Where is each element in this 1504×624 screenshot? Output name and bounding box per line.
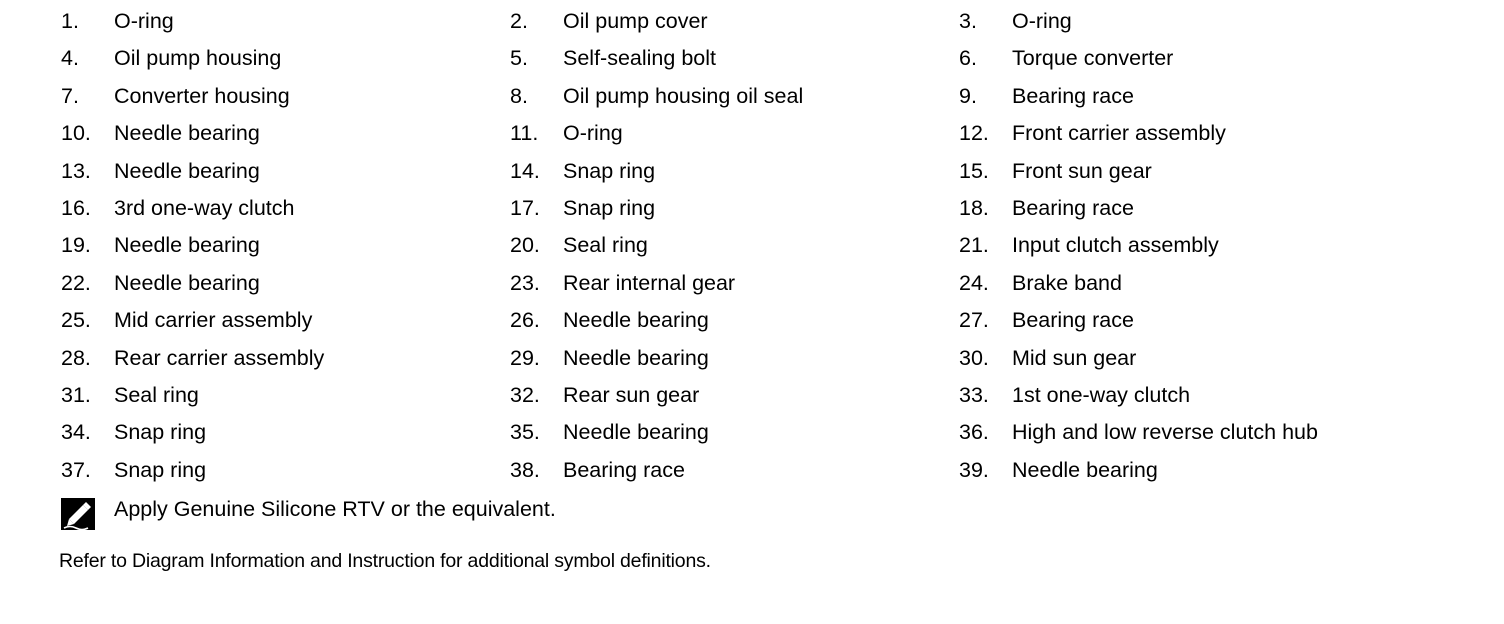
legend-row	[0, 417, 1504, 447]
item-label: Oil pump housing oil seal	[563, 83, 804, 108]
item-label: Needle bearing	[114, 270, 260, 295]
symbol-description: Apply Genuine Silicone RTV or the equivalent.	[114, 497, 556, 521]
legend-row	[0, 380, 1504, 410]
item-label: Snap ring	[563, 158, 656, 183]
item-number: 23.	[510, 270, 540, 295]
item-label: Needle bearing	[114, 233, 260, 258]
item-label: Front carrier assembly	[1012, 121, 1226, 146]
item-number: 12.	[959, 121, 989, 146]
sealant-applicator-icon	[61, 498, 95, 530]
item-label: Torque converter	[1012, 46, 1174, 71]
legend-row	[0, 268, 1504, 298]
legend-row	[0, 193, 1504, 223]
item-number: 29.	[510, 345, 540, 370]
item-number: 30.	[959, 345, 989, 370]
legend-row	[0, 455, 1504, 485]
item-label: Rear carrier assembly	[114, 345, 325, 370]
item-label: Self-sealing bolt	[563, 46, 716, 71]
item-label: Brake band	[1012, 270, 1122, 295]
item-label: Needle bearing	[563, 345, 709, 370]
item-label: O-ring	[114, 9, 174, 33]
legend-row	[0, 81, 1504, 111]
item-number: 1.	[61, 9, 79, 33]
item-number: 28.	[61, 345, 91, 370]
item-number: 11.	[510, 121, 539, 146]
item-number: 21.	[959, 233, 989, 258]
item-label: Seal ring	[114, 383, 199, 407]
item-label: Bearing race	[1012, 308, 1134, 333]
symbol-definition	[0, 494, 1504, 530]
legend-row	[0, 156, 1504, 186]
item-number: 20.	[510, 233, 540, 258]
item-number: 32.	[510, 383, 540, 407]
legend-row	[0, 6, 1504, 36]
item-number: 24.	[959, 270, 989, 295]
item-number: 25.	[61, 308, 91, 333]
item-label: Oil pump cover	[563, 9, 708, 33]
item-number: 15.	[959, 158, 989, 183]
item-number: 17.	[510, 196, 540, 220]
legend-row	[0, 343, 1504, 373]
item-label: Mid carrier assembly	[114, 308, 313, 333]
item-number: 39.	[959, 457, 989, 482]
item-number: 18.	[959, 196, 989, 220]
item-number: 35.	[510, 420, 540, 445]
legend-row	[0, 305, 1504, 335]
legend-row	[0, 230, 1504, 260]
footnote: Refer to Diagram Information and Instruction for additional symbol definitions.	[59, 550, 711, 572]
legend-row	[0, 118, 1504, 148]
item-label: 1st one-way clutch	[1012, 383, 1191, 407]
item-label: Needle bearing	[114, 121, 260, 146]
item-number: 5.	[510, 46, 528, 71]
item-label: Mid sun gear	[1012, 345, 1137, 370]
item-number: 37.	[61, 457, 91, 482]
item-label: Front sun gear	[1012, 158, 1152, 183]
item-number: 9.	[959, 83, 977, 108]
item-number: 33.	[959, 383, 989, 407]
item-number: 38.	[510, 457, 540, 482]
item-number: 10.	[61, 121, 91, 146]
item-label: Snap ring	[114, 457, 207, 482]
item-number: 6.	[959, 46, 977, 71]
item-number: 4.	[61, 46, 79, 71]
item-label: Needle bearing	[563, 308, 709, 333]
item-number: 27.	[959, 308, 989, 333]
item-number: 13.	[61, 158, 91, 183]
item-label: Needle bearing	[1012, 457, 1158, 482]
item-label: High and low reverse clutch hub	[1012, 420, 1318, 445]
item-number: 14.	[510, 158, 540, 183]
item-label: O-ring	[563, 121, 623, 146]
item-number: 34.	[61, 420, 91, 445]
item-number: 31.	[61, 383, 91, 407]
item-number: 3.	[959, 9, 977, 33]
item-label: Input clutch assembly	[1012, 233, 1219, 258]
item-label: 3rd one-way clutch	[114, 196, 295, 220]
item-number: 36.	[959, 420, 989, 445]
item-number: 19.	[61, 233, 91, 258]
item-label: Rear sun gear	[563, 383, 700, 407]
item-number: 16.	[61, 196, 91, 220]
item-number: 22.	[61, 270, 91, 295]
item-label: Bearing race	[1012, 83, 1134, 108]
item-number: 7.	[61, 83, 79, 108]
item-label: Needle bearing	[114, 158, 260, 183]
item-label: Oil pump housing	[114, 46, 282, 71]
item-label: Bearing race	[563, 457, 685, 482]
item-label: Needle bearing	[563, 420, 709, 445]
item-number: 8.	[510, 83, 528, 108]
legend-row	[0, 43, 1504, 73]
item-label: Converter housing	[114, 83, 290, 108]
item-label: Rear internal gear	[563, 270, 736, 295]
item-number: 2.	[510, 9, 528, 33]
item-label: Snap ring	[563, 196, 656, 220]
item-label: Bearing race	[1012, 196, 1134, 220]
item-label: Seal ring	[563, 233, 648, 258]
item-number: 26.	[510, 308, 540, 333]
item-label: O-ring	[1012, 9, 1072, 33]
item-label: Snap ring	[114, 420, 207, 445]
